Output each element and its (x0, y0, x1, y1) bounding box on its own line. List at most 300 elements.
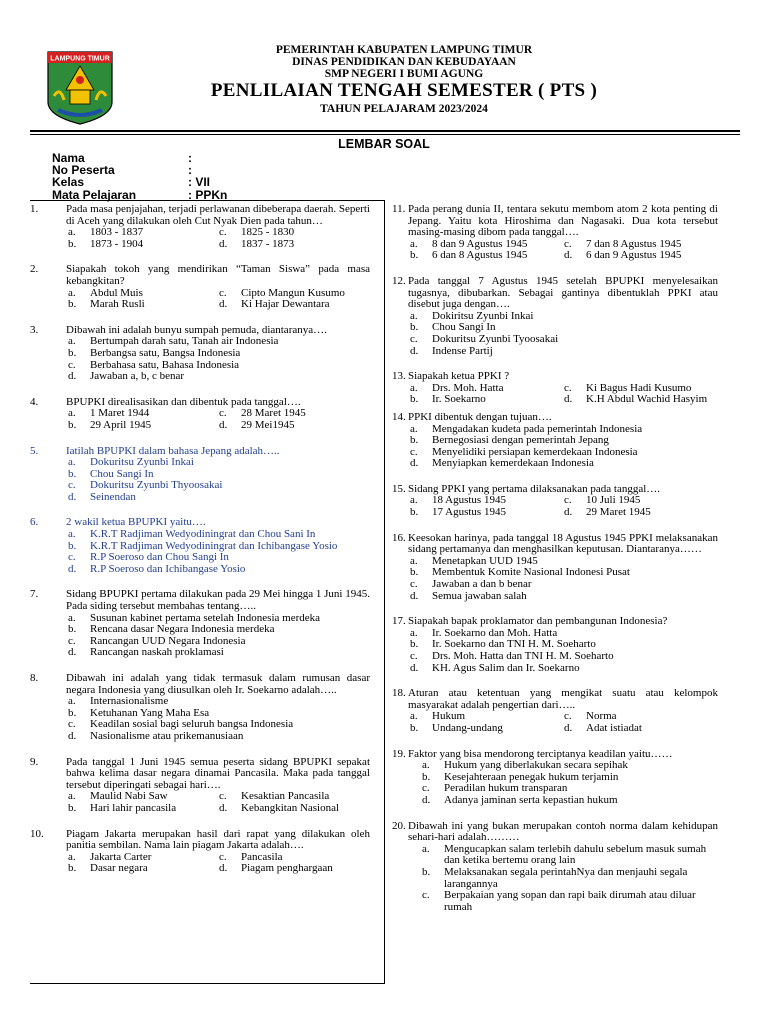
option (410, 394, 564, 406)
option-letter: a. (68, 456, 76, 469)
option-letter: b. (68, 862, 77, 875)
option (219, 420, 370, 432)
option-letter: d. (68, 370, 77, 383)
option (392, 663, 718, 675)
option-text: 1 Maret 1944 (90, 407, 150, 420)
school-line: SMP NEGERI I BUMI AGUNG (324, 68, 484, 80)
option-text: Ki Hajar Dewantara (241, 298, 330, 311)
option-text: Ir. Soekarno dan Moh. Hatta (432, 626, 558, 639)
option-text: Membentuk Komite Nasional Indonesi Pusat (432, 566, 630, 579)
option-text: 18 Agustus 1945 (432, 494, 506, 507)
question-text: Dibawah ini adalah yang tidak termasuk dalam rumusan dasar negara Indonesia yang diusulkan oleh Ir. Soekarno adalah….. (66, 672, 370, 696)
question-block (392, 688, 718, 734)
option-text: Mengadakan kudeta pada pemerintah Indonesia (432, 422, 643, 435)
option-letter: c. (68, 718, 76, 731)
department-line: DINAS PENDIDIKAN DAN KEBUDAYAAN (292, 56, 516, 68)
question-number: 3. (30, 323, 39, 336)
option-letter: d. (219, 237, 228, 250)
question-text-row (30, 264, 370, 287)
question-block (392, 484, 718, 519)
identity-row: No Peserta : (52, 163, 192, 178)
option-text: Ki Bagus Hadi Kusumo (586, 381, 692, 394)
option (564, 250, 718, 262)
option (30, 348, 370, 360)
option-letter: d. (68, 562, 77, 575)
option-letter: b. (68, 237, 77, 250)
option-letter: c. (564, 494, 572, 507)
option (392, 579, 718, 591)
question-text: Pada perang dunia II, tentara sekutu membom atom 2 kota penting di Jepang. Yaitu kota Hiroshima dan Nagasaki. Dua kota tersebut masing-masing dibom pada tanggal…. (408, 203, 718, 239)
option (410, 723, 564, 735)
option-text: K.H Abdul Wachid Hasyim (586, 393, 708, 406)
option-text: Hukum yang diberlakukan secara sepihak (444, 759, 628, 772)
option (564, 723, 718, 735)
option-pair-row (30, 803, 370, 815)
option-letter: b. (68, 706, 77, 719)
option-text: Rencana dasar Negara Indonesia merdeka (90, 623, 275, 636)
option-letter: d. (564, 721, 573, 734)
identity-row: Nama : (52, 151, 192, 165)
option-text: Adanya jaminan serta kepastian hukum (444, 793, 618, 806)
option (30, 731, 370, 743)
question-block (30, 397, 370, 432)
question-block (392, 204, 718, 262)
option (564, 507, 718, 519)
option-text: Dokuritsu Zyunbi Inkai (90, 456, 194, 469)
option-text: Menetapkan UUD 1945 (432, 554, 538, 567)
question-block (392, 821, 718, 914)
option-letter: c. (410, 332, 418, 345)
option-letter: b. (68, 467, 77, 480)
option-text: Seinendan (90, 490, 136, 503)
question-text: Pada masa penjajahan, terjadi perlawanan dibeberapa daerah. Seperti di Aceh yang dilakukan oleh Cut Nyak Dien pada tahun… (66, 203, 370, 227)
option-pair-row (30, 239, 370, 251)
question-number: 17. (392, 615, 406, 628)
option-text: Undang-undang (432, 721, 503, 734)
question-text: PPKI dibentuk dengan tujuan…. (408, 410, 552, 423)
option (30, 480, 370, 492)
option-text: Hukum (432, 710, 465, 723)
option (219, 299, 370, 311)
option-letter: a. (410, 494, 418, 507)
option-letter: a. (68, 850, 76, 863)
option-letter: b. (410, 566, 419, 579)
option (68, 299, 219, 311)
question-number: 14. (392, 410, 406, 423)
option-text: Melaksanakan segala perintahNya dan menjauhi segala larangannya (444, 865, 688, 890)
question-number: 5. (30, 444, 39, 457)
question-text-row (392, 533, 718, 556)
question-text: Sidang BPUPKI pertama dilakukan pada 29 Mei hingga 1 Juni 1945. Pada siding tersebut membahas tentang….. (66, 588, 370, 613)
option-letter: c. (68, 358, 76, 371)
question-block (30, 673, 370, 743)
question-text: Pada tanggal 7 Agustus 1945 setelah BPUPKI menyelesaikan tugasnya, dibubarkan. Sebagai gantinya dibentuklah PPKI atau disebut juga dengan…. (408, 274, 718, 311)
option-letter: b. (410, 321, 419, 334)
option-text: Cipto Mangun Kusumo (241, 286, 345, 299)
option-text: Ir. Soekarno dan TNI H. M. Soeharto (432, 638, 596, 651)
option-pair-row (30, 408, 370, 420)
option-pair-row (392, 250, 718, 262)
option-letter: a. (68, 286, 76, 299)
option-letter: b. (68, 801, 77, 814)
option (392, 458, 718, 470)
option-letter: b. (410, 506, 419, 519)
question-text-row (30, 589, 370, 612)
option-text: 1873 - 1904 (90, 237, 144, 250)
option-letter: d. (219, 418, 228, 431)
option-letter: c. (68, 634, 76, 647)
question-text: Sidang PPKI yang pertama dilaksanakan pada tanggal…. (408, 482, 661, 495)
option-letter: c. (219, 286, 227, 299)
option-text: Mengucapkan salam terlebih dahulu sebelum masuk sumah dan ketika bertemu orang lain (444, 842, 707, 867)
option-text: Pancasila (241, 850, 283, 863)
option-letter: a. (68, 790, 76, 803)
option-text: Dokuritsu Zyunbi Tyoosakai (432, 332, 559, 345)
option-text: Jawaban a, b, c benar (90, 370, 185, 383)
option-letter: a. (410, 626, 418, 639)
option-text: K.R.T Radjiman Wedyodiningrat dan Ichibangase Yosio (90, 539, 338, 552)
option-letter: c. (219, 850, 227, 863)
option-letter: d. (410, 589, 419, 602)
option-text: Dokiritsu Zyunbi Inkai (432, 309, 534, 322)
option-text: Susunan kabinet pertama setelah Indonesia merdeka (90, 611, 321, 624)
question-text: Keesokan harinya, pada tanggal 18 Agustus 1945 PPKI melaksanakan sidang pertamanya dan menghasilkan keputusan. Diantaranya…… (408, 531, 718, 556)
option-text: Maulid Nabi Saw (90, 790, 168, 803)
option-text: K.R.T Radjiman Wedyodiningrat dan Chou Sani In (90, 528, 316, 541)
question-text: BPUPKI direalisasikan dan dibentuk pada tanggal…. (66, 395, 301, 408)
option-text: Nasionalisme atau prikemanusiaan (90, 729, 244, 742)
option-letter: d. (410, 344, 419, 357)
option-text: Hari lahir pancasila (90, 801, 177, 814)
option-letter: a. (422, 842, 430, 855)
option-text: Peradilan hukum transparan (444, 782, 568, 795)
question-text-row (30, 757, 370, 792)
question-text: Siapakah tokoh yang mendirikan “Taman Siswa” pada masa kebangkitan? (66, 263, 370, 287)
option (68, 803, 219, 815)
question-number: 1. (30, 203, 39, 215)
option-text: R.P Soeroso dan Ichibangase Yosio (90, 562, 246, 575)
option-letter: c. (564, 237, 572, 250)
option-text: 17 Agustus 1945 (432, 506, 506, 519)
question-number: 4. (30, 395, 39, 408)
option-text: Rancangan UUD Negara Indonesia (90, 634, 246, 647)
option-text: 29 Mei1945 (241, 418, 295, 431)
option (392, 890, 718, 913)
option-text: Ir. Soekarno (432, 393, 486, 406)
option-text: Adat istiadat (586, 721, 642, 734)
option-letter: d. (410, 661, 419, 674)
option-text: Bertumpah darah satu, Tanah air Indonesia (90, 335, 279, 348)
question-block (30, 589, 370, 659)
option (30, 457, 370, 469)
option-text: 7 dan 8 Agustus 1945 (586, 237, 682, 250)
option (392, 435, 718, 447)
option-letter: a. (68, 226, 76, 239)
question-number: 20. (392, 819, 406, 832)
question-number: 13. (392, 370, 406, 383)
option-text: R.P Soeroso dan Chou Sangi In (90, 551, 229, 564)
question-text-row (392, 276, 718, 311)
option (392, 867, 718, 890)
option-letter: d. (564, 393, 573, 406)
option-text: 10 Juli 1945 (586, 494, 641, 507)
option-letter: b. (410, 721, 419, 734)
question-block (392, 616, 718, 674)
option-letter: c. (68, 479, 76, 492)
option-letter: b. (410, 393, 419, 406)
option-letter: b. (68, 539, 77, 552)
letterhead (0, 44, 768, 116)
question-text-row (392, 371, 718, 383)
question-block (30, 757, 370, 815)
questions-right-column (392, 204, 718, 913)
option (219, 239, 370, 251)
option-text: 1803 - 1837 (90, 226, 144, 239)
option-text: Jakarta Carter (90, 850, 152, 863)
question-text-row (30, 446, 370, 458)
option-text: Dasar negara (90, 862, 148, 875)
option-letter: c. (68, 551, 76, 564)
option-text: Berbangsa satu, Bangsa Indonesia (90, 346, 241, 359)
option-letter: c. (564, 381, 572, 394)
question-text-row (30, 673, 370, 696)
option (392, 844, 718, 867)
option (564, 394, 718, 406)
question-number: 18. (392, 687, 406, 700)
option-letter: c. (219, 790, 227, 803)
option (30, 492, 370, 504)
option-letter: d. (68, 729, 77, 742)
exam-title: PENLILAIAN TENGAH SEMESTER ( PTS ) (210, 80, 598, 101)
question-text: Siapakah ketua PPKI ? (408, 370, 510, 383)
header-rule-thin (30, 134, 740, 135)
option (30, 564, 370, 576)
question-number: 11. (392, 203, 406, 215)
question-text-row (392, 412, 718, 424)
option-text: Bernegosiasi dengan pemerintah Jepang (432, 434, 609, 447)
option (30, 647, 370, 659)
option-letter: d. (422, 793, 431, 806)
option-letter: c. (410, 578, 418, 591)
option-letter: d. (564, 506, 573, 519)
identity-row: Mata Pelajaran : PPKn (52, 187, 228, 202)
option-pair-row (30, 863, 370, 875)
question-block (30, 829, 370, 875)
question-number: 16. (392, 531, 406, 544)
option-text: Norma (586, 710, 617, 723)
option-text: Semua jawaban salah (432, 589, 527, 602)
option-pair-row (30, 227, 370, 239)
option (219, 863, 370, 875)
question-block (30, 517, 370, 575)
question-block (30, 325, 370, 383)
option-text: Berpakaian yang sopan dan rapi baik dirumah atau diluar rumah (444, 889, 696, 913)
question-text-row (392, 688, 718, 711)
option (219, 803, 370, 815)
option-letter: c. (219, 226, 227, 239)
option-letter: a. (410, 710, 418, 723)
option-letter: a. (68, 528, 76, 541)
question-text: 2 wakil ketua BPUPKI yaitu…. (66, 516, 206, 529)
option-letter: a. (410, 381, 418, 394)
column-divider (384, 200, 385, 982)
option-text: Kebangkitan Nasional (241, 801, 340, 814)
option-text: Abdul Muis (90, 286, 143, 299)
option-text: Marah Rusli (90, 298, 145, 311)
option-text: Ketuhanan Yang Maha Esa (90, 706, 210, 719)
question-block (392, 749, 718, 807)
option (392, 334, 718, 346)
question-block (392, 371, 718, 406)
option-letter: b. (68, 418, 77, 431)
sheet-title: LEMBAR SOAL (338, 137, 430, 151)
option-letter: c. (219, 407, 227, 420)
question-number: 2. (30, 263, 39, 276)
option-text: 1837 - 1873 (241, 237, 295, 250)
question-text: Dibawah ini yang bukan merupakan contoh norma dalam kehidupan sehari-hari adalah……… (408, 819, 718, 844)
option (30, 529, 370, 541)
question-number: 10. (30, 827, 44, 840)
option-letter: b. (68, 623, 77, 636)
option (392, 591, 718, 603)
option-letter: c. (422, 889, 430, 902)
option (392, 346, 718, 358)
question-text: Iatilah BPUPKI dalam bahasa Jepang adalah….. (66, 444, 280, 457)
option-text: 29 April 1945 (90, 418, 152, 431)
option-letter: a. (68, 407, 76, 420)
question-number: 9. (30, 755, 39, 768)
option-pair-row (392, 394, 718, 406)
option-text: Internasionalisme (90, 695, 169, 708)
option-text: Piagam penghargaan (241, 862, 333, 875)
option-text: Keadilan sosial bagi seluruh bangsa Indonesia (90, 718, 294, 731)
option-text: 1825 - 1830 (241, 226, 295, 239)
question-block (30, 204, 370, 250)
option-letter: b. (410, 638, 419, 651)
question-block (30, 446, 370, 504)
question-text: Aturan atau ketentuan yang mengikat suatu atau kelompok masyarakat adalah pengertian dari….. (408, 687, 718, 711)
option (410, 250, 564, 262)
option-text: 8 dan 9 Agustus 1945 (432, 237, 528, 250)
option-text: Menyiapkan kemerdekaan Indonesia (432, 457, 594, 470)
option-text: Menyelidiki persiapan kemerdekaan Indonesia (432, 445, 638, 458)
option-letter: d. (219, 801, 228, 814)
option-text: Kesaktian Pancasila (241, 790, 330, 803)
academic-year: TAHUN PELAJARAM 2023/2024 (320, 103, 488, 115)
question-text: Pada tanggal 1 Juni 1945 semua peserta sidang BPUPKI sepakat bahwa kelima dasar negara dinamai Pancasila. Maka pada tanggal tersebut diperingati sebagai hari…. (66, 755, 370, 791)
question-text: Dibawah ini adalah bunyu sumpah pemuda, diantaranya…. (66, 323, 327, 336)
option-text: Jawaban a dan b benar (432, 578, 532, 591)
question-number: 19. (392, 747, 406, 760)
option-text: 6 dan 8 Agustus 1945 (432, 249, 528, 262)
option-letter: c. (410, 650, 418, 662)
option-letter: c. (564, 710, 572, 723)
option (392, 651, 718, 663)
option-text: Kesejahteraan penegak hukum terjamin (444, 770, 619, 783)
option-text: 29 Maret 1945 (586, 506, 651, 519)
option-letter: d. (219, 298, 228, 311)
option-letter: d. (564, 249, 573, 262)
question-block (30, 264, 370, 310)
header-rule-thick (30, 130, 740, 132)
option-text: 6 dan 9 Agustus 1945 (586, 249, 682, 262)
question-text-row (30, 204, 370, 227)
question-text-row (392, 821, 718, 844)
option-text: Chou Sangi In (432, 321, 496, 334)
option (68, 239, 219, 251)
option-letter: c. (410, 445, 418, 458)
option (410, 507, 564, 519)
option-text: Chou Sangi In (90, 467, 154, 480)
option-pair-row (30, 299, 370, 311)
option-letter: b. (68, 298, 77, 311)
identity-row: Kelas : VII (52, 175, 211, 190)
option (30, 360, 370, 372)
question-block (392, 412, 718, 470)
question-number: 12. (392, 274, 406, 287)
option (68, 863, 219, 875)
question-text: Siapakah bapak proklamator dan pembangunan Indonesia? (408, 615, 668, 628)
option-letter: a. (68, 695, 76, 708)
question-text-row (30, 397, 370, 409)
option-letter: d. (410, 457, 419, 470)
option-letter: a. (410, 237, 418, 250)
option-letter: a. (68, 611, 76, 624)
option (30, 371, 370, 383)
government-line: PEMERINTAH KABUPATEN LAMPUNG TIMUR (275, 44, 533, 56)
option-text: Drs. Moh. Hatta (432, 381, 504, 394)
option-letter: b. (410, 434, 419, 447)
option-letter: c. (422, 782, 430, 795)
question-text-row (30, 829, 370, 852)
option-letter: a. (422, 759, 430, 772)
option-letter: a. (410, 554, 418, 567)
question-text: Piagam Jakarta merupakan hasil dari rapat yang dilakukan oleh panitia sembilan. Nama lain piagam Jakarta adalah…. (66, 827, 370, 852)
option-text: Rancangan naskah proklamasi (90, 646, 224, 659)
option-letter: b. (422, 865, 431, 878)
option-text: KH. Agus Salim dan Ir. Soekarno (432, 661, 580, 674)
option-letter: b. (410, 249, 419, 262)
question-number: 7. (30, 588, 39, 601)
option-text: Indense Partij (432, 344, 493, 357)
student-identity (52, 152, 227, 201)
option-pair-row (392, 507, 718, 519)
question-number: 15. (392, 482, 406, 495)
option-text: Berbahasa satu, Bahasa Indonesia (90, 358, 240, 371)
option-letter: d. (68, 646, 77, 659)
option-letter: d. (219, 862, 228, 875)
question-block (392, 276, 718, 357)
option-text: Dokuritsu Zyunbi Thyoosakai (90, 479, 223, 492)
option-pair-row (392, 723, 718, 735)
question-number: 8. (30, 672, 39, 684)
question-text-row (392, 204, 718, 239)
question-number: 6. (30, 516, 39, 529)
option-letter: b. (422, 770, 431, 783)
option-text: Drs. Moh. Hatta dan TNI H. M. Soeharto (432, 650, 614, 662)
option-letter: a. (410, 422, 418, 435)
option (68, 420, 219, 432)
option-letter: a. (410, 309, 418, 322)
option-text: 28 Maret 1945 (241, 407, 306, 420)
logo-lettering: LAMPUNG TIMUR (50, 55, 110, 63)
questions-left-column (30, 204, 370, 875)
option (392, 760, 718, 772)
question-text: Faktor yang bisa mendorong terciptanya keadilan yaitu…… (408, 747, 673, 760)
question-block (392, 533, 718, 603)
option-letter: b. (68, 346, 77, 359)
option-letter: d. (68, 490, 77, 503)
